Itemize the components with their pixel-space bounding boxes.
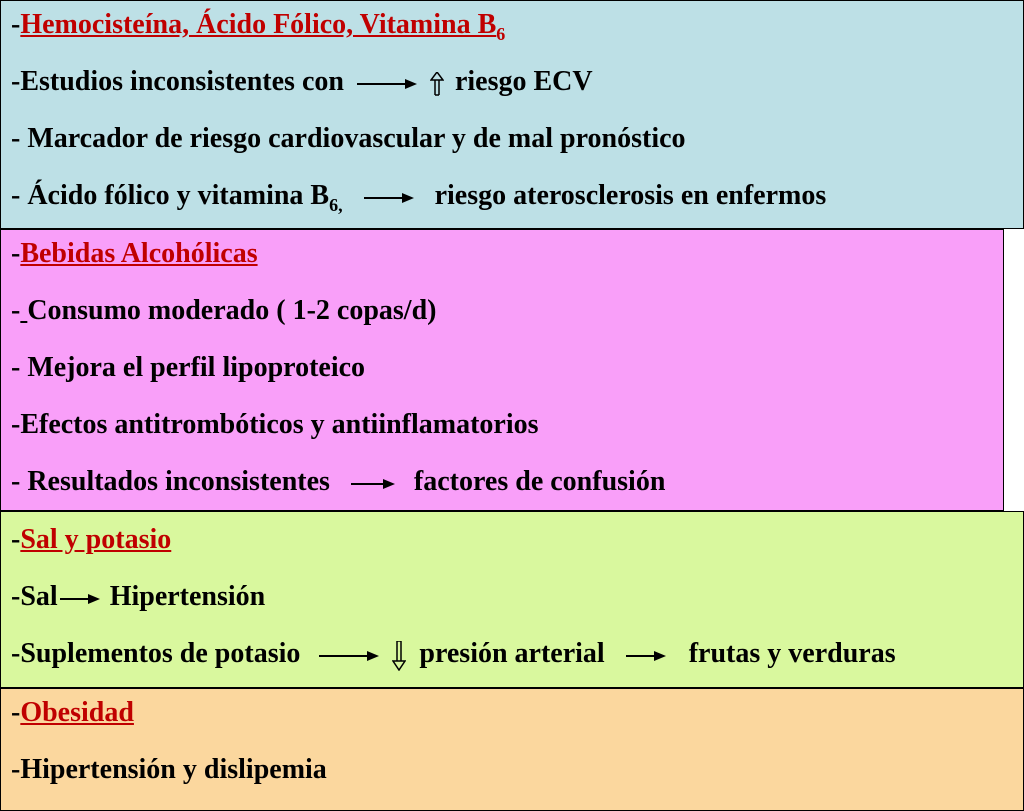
right-arrow-icon [351,477,395,491]
bullet-line: -Estudios inconsistentes con riesgo ECV [11,66,593,97]
section-homocysteine [0,0,1024,229]
bullet-line: - Resultados inconsistentes factores de confusión [11,466,666,497]
right-arrow-icon [626,649,666,663]
right-arrow-icon [357,77,417,91]
section-obesity [0,688,1024,811]
down-arrow-icon [392,641,406,671]
section-title: Obesidad [20,697,134,728]
section-title: Hemocisteína, Ácido Fólico, Vitamina $B_6$ [20,9,506,44]
right-arrow-icon [364,191,414,205]
right-arrow-icon [60,592,100,606]
bullet-line: -Hipertensión y dislipemia [11,754,327,785]
section-title: Bebidas Alcohólicas [20,238,258,269]
bullet-line: - Marcador de riesgo cardiovascular y de mal pronóstico [11,123,686,154]
bullet-line: -Efectos antitrombóticos y antiinflamatorios [11,409,539,440]
section-title: Sal y potasio [20,524,172,555]
right-arrow-icon [319,649,379,663]
bullet-line: -Sal Hipertensión [11,581,266,612]
bullet-line: - Consumo moderado ( 1-2 copas/d) [11,295,437,326]
section-alcohol [0,229,1004,511]
section-title-line: -Obesidad [11,697,134,728]
up-arrow-icon [430,72,444,96]
bullet-line: -Suplementos de potasio presión arterial frutas y verduras [11,638,896,669]
bullet-line: - Mejora el perfil lipoproteico [11,352,366,383]
section-title-line [11,7,505,43]
section-salt-potassium [0,511,1024,688]
section-title-line: -Bebidas Alcohólicas [11,238,258,269]
section-title-line: -Sal y potasio [11,524,172,555]
dash: - [11,9,21,40]
bullet-line: - Ácido fólico y vitamina $B_{6,}$ riesgo aterosclerosis en enfermos [11,180,827,215]
